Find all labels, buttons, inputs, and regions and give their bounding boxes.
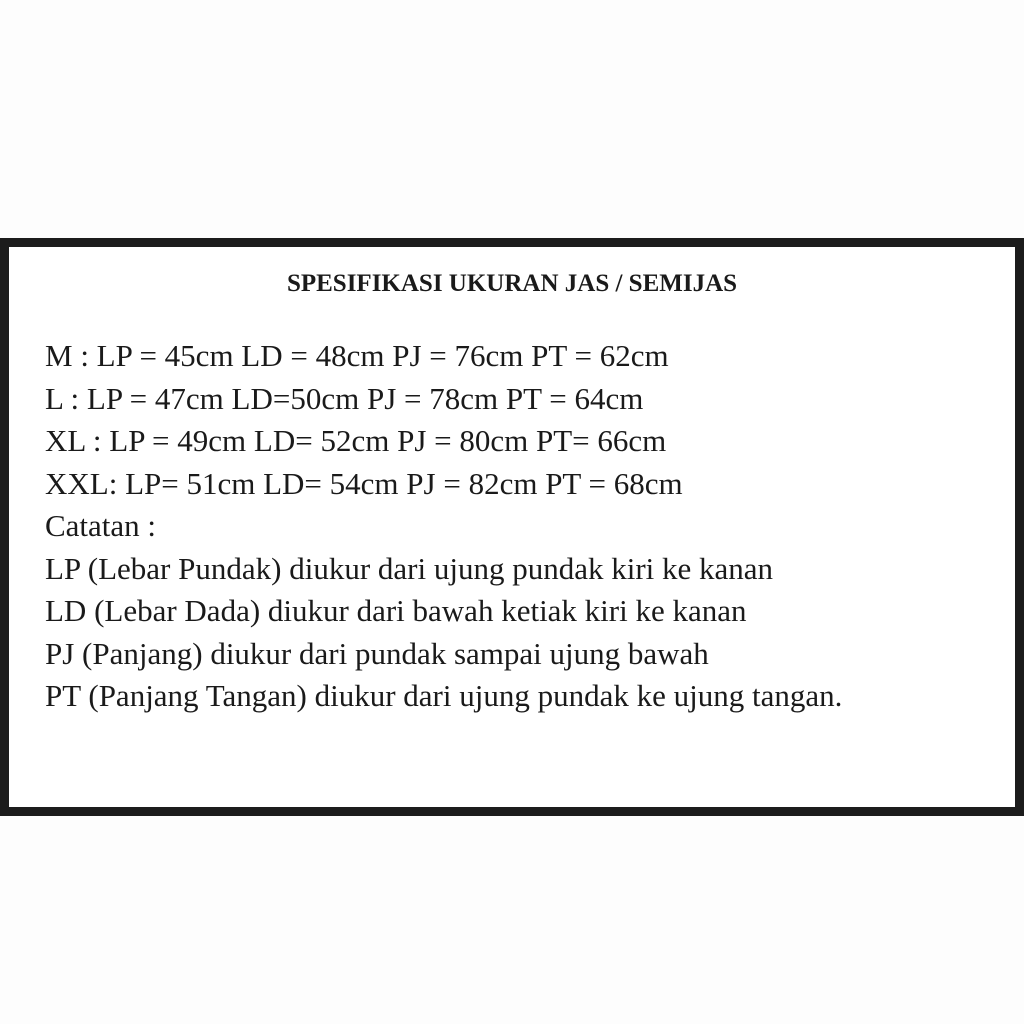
note-pj: PJ (Panjang) diukur dari pundak sampai ujung bawah bbox=[45, 635, 709, 671]
note-ld: LD (Lebar Dada) diukur dari bawah ketiak kiri ke kanan bbox=[45, 593, 747, 628]
size-row-xxl: XXL: LP= 51cm LD= 54cm PJ = 82cm PT = 68cm bbox=[45, 465, 683, 501]
spec-body bbox=[45, 335, 842, 718]
size-row-m: M : LP = 45cm LD = 48cm PJ = 76cm PT = 62cm bbox=[45, 338, 669, 373]
spec-title: SPESIFIKASI UKURAN JAS / SEMIJAS bbox=[286, 270, 738, 297]
note-lp: LP (Lebar Pundak) diukur dari ujung pundak kiri ke kanan bbox=[45, 550, 774, 586]
size-row-l: L : LP = 47cm LD=50cm PJ = 78cm PT = 64cm bbox=[45, 380, 644, 416]
notes-heading: Catatan : bbox=[45, 508, 157, 543]
size-row-xl: XL : LP = 49cm LD= 52cm PJ = 80cm PT= 66cm bbox=[45, 423, 667, 458]
note-pt: PT (Panjang Tangan) diukur dari ujung pundak ke ujung tangan. bbox=[45, 678, 843, 713]
size-spec-card bbox=[0, 238, 1024, 816]
